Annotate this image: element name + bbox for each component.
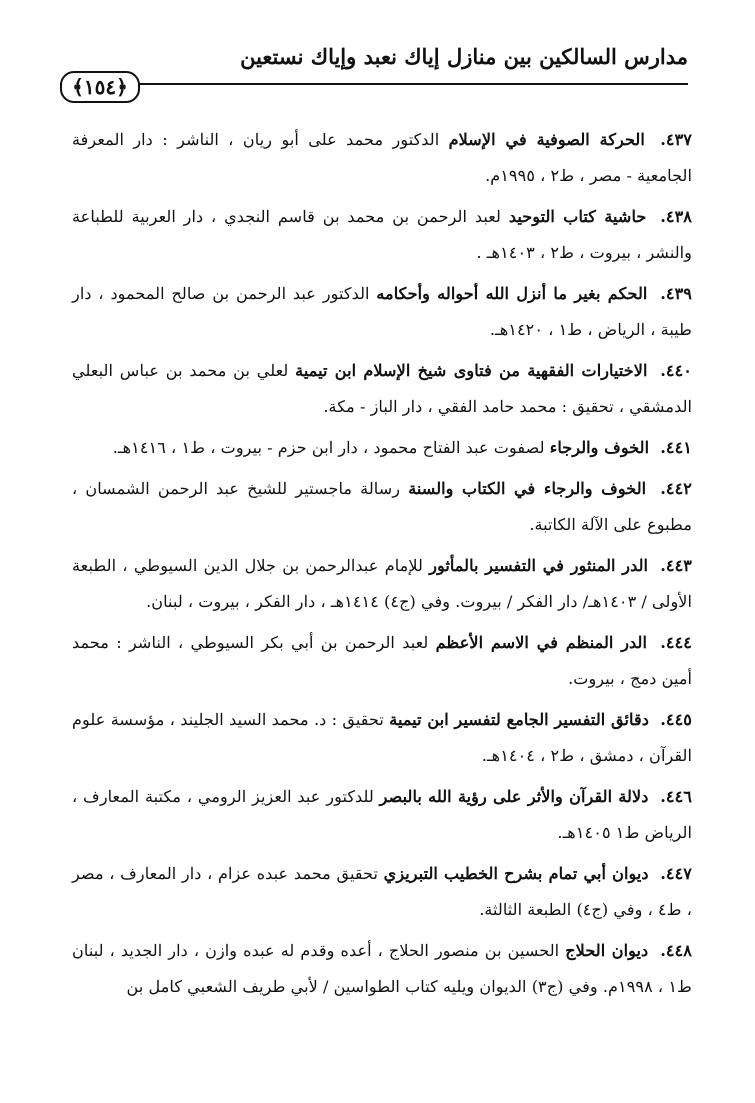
entry-text: للدكتور عبد العزيز الرومي ، مكتبة المعارف ، الرياض ط١ ١٤٠٥هـ. (72, 787, 692, 842)
entry-title: الدر المنظم في الاسم الأعظم (435, 633, 647, 652)
entry-title: ديوان أبي تمام بشرح الخطيب التبريزي (383, 864, 649, 883)
entry-number: ٤٤٤. (660, 633, 692, 652)
entry-text: الدكتور عبد الرحمن بن صالح المحمود ، دار طيبة ، الرياض ، ط١ ، ١٤٢٠هـ. (72, 284, 692, 339)
bibliography-entry (72, 276, 692, 348)
entry-number: ٤٣٨. (660, 207, 692, 226)
entry-title: الحركة الصوفية في الإسلام (448, 130, 645, 149)
entry-text: تحقيق : د. محمد السيد الجليند ، مؤسسة علوم القرآن ، دمشق ، ط٢ ، ١٤٠٤هـ. (72, 710, 692, 765)
entry-text: تحقيق محمد عبده عزام ، دار المعارف ، مصر ، ط٤ ، وفي (ج٤) الطبعة الثالثة. (72, 864, 692, 919)
entry-text: لعبد الرحمن بن أبي بكر السيوطي ، الناشر : محمد أمين دمج ، بيروت. (72, 633, 692, 688)
entry-text: الحسين بن منصور الحلاج ، أعده وقدم له عبده وازن ، دار الجديد ، لبنان ط١ ، ١٩٩٨م. وفي (ج٣) الديوان ويليه كتاب الطواسين / لأبي طريف الشعبي كامل بن (72, 941, 692, 996)
entry-number: ٤٤٠. (660, 361, 692, 380)
entry-title: الدر المنثور في التفسير بالمأثور (429, 556, 648, 575)
entry-number: ٤٤٧. (660, 864, 692, 883)
header-title: مدارس السالكين بين منازل إياك نعبد وإياك نستعين (240, 44, 688, 69)
header-rule (60, 83, 688, 85)
bibliography-entry (72, 353, 692, 425)
entry-title: الخوف والرجاء في الكتاب والسنة (408, 479, 647, 498)
entry-number: ٤٤٦. (660, 787, 692, 806)
entry-title: الحكم بغير ما أنزل الله أحواله وأحكامه (376, 284, 648, 303)
entry-text: لصفوت عبد الفتاح محمود ، دار ابن حزم - بيروت ، ط١ ، ١٤١٦هـ. (112, 438, 545, 457)
entry-number: ٤٤٢. (660, 479, 692, 498)
entry-text: لعبد الرحمن بن محمد بن قاسم النجدي ، دار العربية للطباعة والنشر ، بيروت ، ط٢ ، ١٤٠٣هـ . (72, 207, 692, 262)
entry-number: ٤٣٩. (660, 284, 692, 303)
bibliography-entry (72, 199, 692, 271)
page-header (60, 36, 688, 99)
entry-number: ٤٤٣. (660, 556, 692, 575)
bibliography-entry (72, 625, 692, 697)
bibliography-entry (72, 548, 692, 620)
entry-title: دقائق التفسير الجامع لتفسير ابن تيمية (389, 710, 649, 729)
bibliography-list (72, 122, 692, 1010)
entry-title: الاختيارات الفقهية من فتاوى شيخ الإسلام ابن تيمية (295, 361, 648, 380)
entry-text: الدكتور محمد على أبو ريان ، الناشر : دار المعرفة الجامعية - مصر ، ط٢ ، ١٩٩٥م. (72, 130, 692, 185)
bibliography-entry (72, 702, 692, 774)
entry-title: ديوان الحلاج (565, 941, 649, 960)
entry-text: لعلي بن محمد بن عباس البعلي الدمشقي ، تحقيق : محمد حامد الفقي ، دار الباز - مكة. (72, 361, 692, 416)
bibliography-entry (72, 430, 692, 466)
entry-title: دلالة القرآن والأثر على رؤية الله بالبصر (379, 787, 649, 806)
entry-number: ٤٤٥. (660, 710, 692, 729)
entry-title: حاشية كتاب التوحيد (508, 207, 647, 226)
entry-number: ٤٤٨. (660, 941, 692, 960)
bibliography-entry (72, 856, 692, 928)
bibliography-entry (72, 779, 692, 851)
entry-number: ٤٣٧. (660, 130, 692, 149)
entry-number: ٤٤١. (660, 438, 692, 457)
entry-text: رسالة ماجستير للشيخ عبد الرحمن الشمسان ، مطبوع على الآلة الكاتبة. (72, 479, 692, 534)
entry-text: للإمام عبدالرحمن بن جلال الدين السيوطي ، الطبعة الأولى / ١٤٠٣هـ/ دار الفكر / بيروت. وفي (ج٤) ١٤١٤هـ ، دار الفكر ، بيروت ، لبنان. (72, 556, 692, 611)
bibliography-entry (72, 933, 692, 1005)
bibliography-entry (72, 122, 692, 194)
page-number: ﴿١٥٤﴾ (60, 71, 140, 103)
entry-title: الخوف والرجاء (549, 438, 650, 457)
bibliography-entry (72, 471, 692, 543)
